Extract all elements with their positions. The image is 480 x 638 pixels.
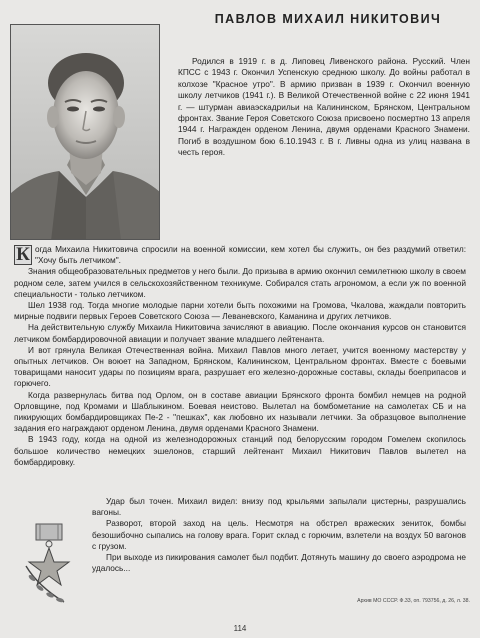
article-ending [92,496,466,574]
paragraph-2: Знания общеобразовательных предметов у него были. До призыва в армию окончил семилетнюю школу в своем родном селе, затем учился в сельскохозяйственном техникуме. Собирался стать агрономом, а если уж по военной специальности - только летчиком. [14,266,466,299]
paragraph-8: Удар был точен. Михаил видел: внизу под крыльями запылали цистерны, разрушались вагоны. [92,496,466,518]
paragraph-6: Когда развернулась битва под Орлом, он в составе авиации Брянского фронта бомбил немцев на родной Орловщине, под Кромами и Шаблыкином. Боевая неистово. Вылетал на бомбометание на самолетах СБ и на пикирующих бомбардировщиках Пе-2 - "пешках", как любовно их называли летчики. За образцовое выполнение задания его награждают орденом Ленина, двумя орденами Красного Знамени. [14,389,466,434]
page-number: 114 [233,624,247,633]
page-title: ПАВЛОВ МИХАИЛ НИКИТОВИЧ [214,12,442,26]
biography-summary: Родился в 1919 г. в д. Липовец Ливенского района. Русский. Член КПСС с 1943 г. Окончил Успенскую среднюю школу. До войны работал в колхозе "Красное утро". В армию призван в 1939 г. Окончил военную школу летчиков (1941 г.). В Великой Отечественной войне с 22 июня 1941 г. — штурман авиаэскадрильи на Калининском, Брянском, Центральном фронтах. Звание Героя Советского Союза присвоено посмертно 13 апреля 1944 г. Награжден орденом Ленина, двумя орденами Красного Знамени. Погиб в воздушном бою 6.10.1943 г. В г. Ливны одна из улиц названа в честь героя. [178,56,470,158]
paragraph-7: В 1943 году, когда на одной из железнодорожных станций под белорусским городом Гомелем скопилось большое количество немецких эшелонов, старший лейтенант Михаил Никитович Павлов вылетел на бомбардировку. [14,434,466,467]
drop-cap: К [14,245,32,265]
portrait-image [11,25,160,240]
archive-reference: Архив МО СССР. Ф.33, оп. 793756, д. 26, л. 38. [357,598,470,604]
article-body [14,244,466,468]
paragraph-4: На действительную службу Михаила Никитовича зачисляют в авиацию. После окончания курсов он становится летчиком бомбардировочной авиации и получает звание младшего лейтенанта. [14,322,466,344]
paragraph-5: И вот грянула Великая Отечественная война. Михаил Павлов много летает, учится военному мастерству у опытных летчиков. Он воюет на Западном, Брянском, Калининском, Центральном фронтах. Вместе с боевыми товарищами наносит удары по позициям врага, разрушает его железно-дорожные составы, склады боеприпасов и горючего. [14,344,466,389]
paragraph-3: Шел 1938 год. Тогда многие молодые парни хотели быть похожими на Громова, Чкалова, жаждали повторить мирные подвиги первых Героев Советского Союза — Леваневского, Каманина и других летчиков. [14,300,466,322]
hero-gold-star-medal-icon [20,522,82,606]
paragraph-1: К огда Михаила Никитовича спросили на военной комиссии, кем хотел бы служить, он без раздумий ответил: "Хочу быть летчиком". [14,244,466,266]
paragraph-9: Разворот, второй заход на цель. Несмотря на обстрел вражеских зениток, бомбы безошибочно сыпались на голову врага. Горит склад с горючим, взлетели на воздух 50 вагонов с грузом. [92,518,466,551]
portrait-photo [10,24,160,240]
paragraph-10: При выходе из пикирования самолет был подбит. Дотянуть машину до своего аэродрома не удалось... [92,552,466,574]
